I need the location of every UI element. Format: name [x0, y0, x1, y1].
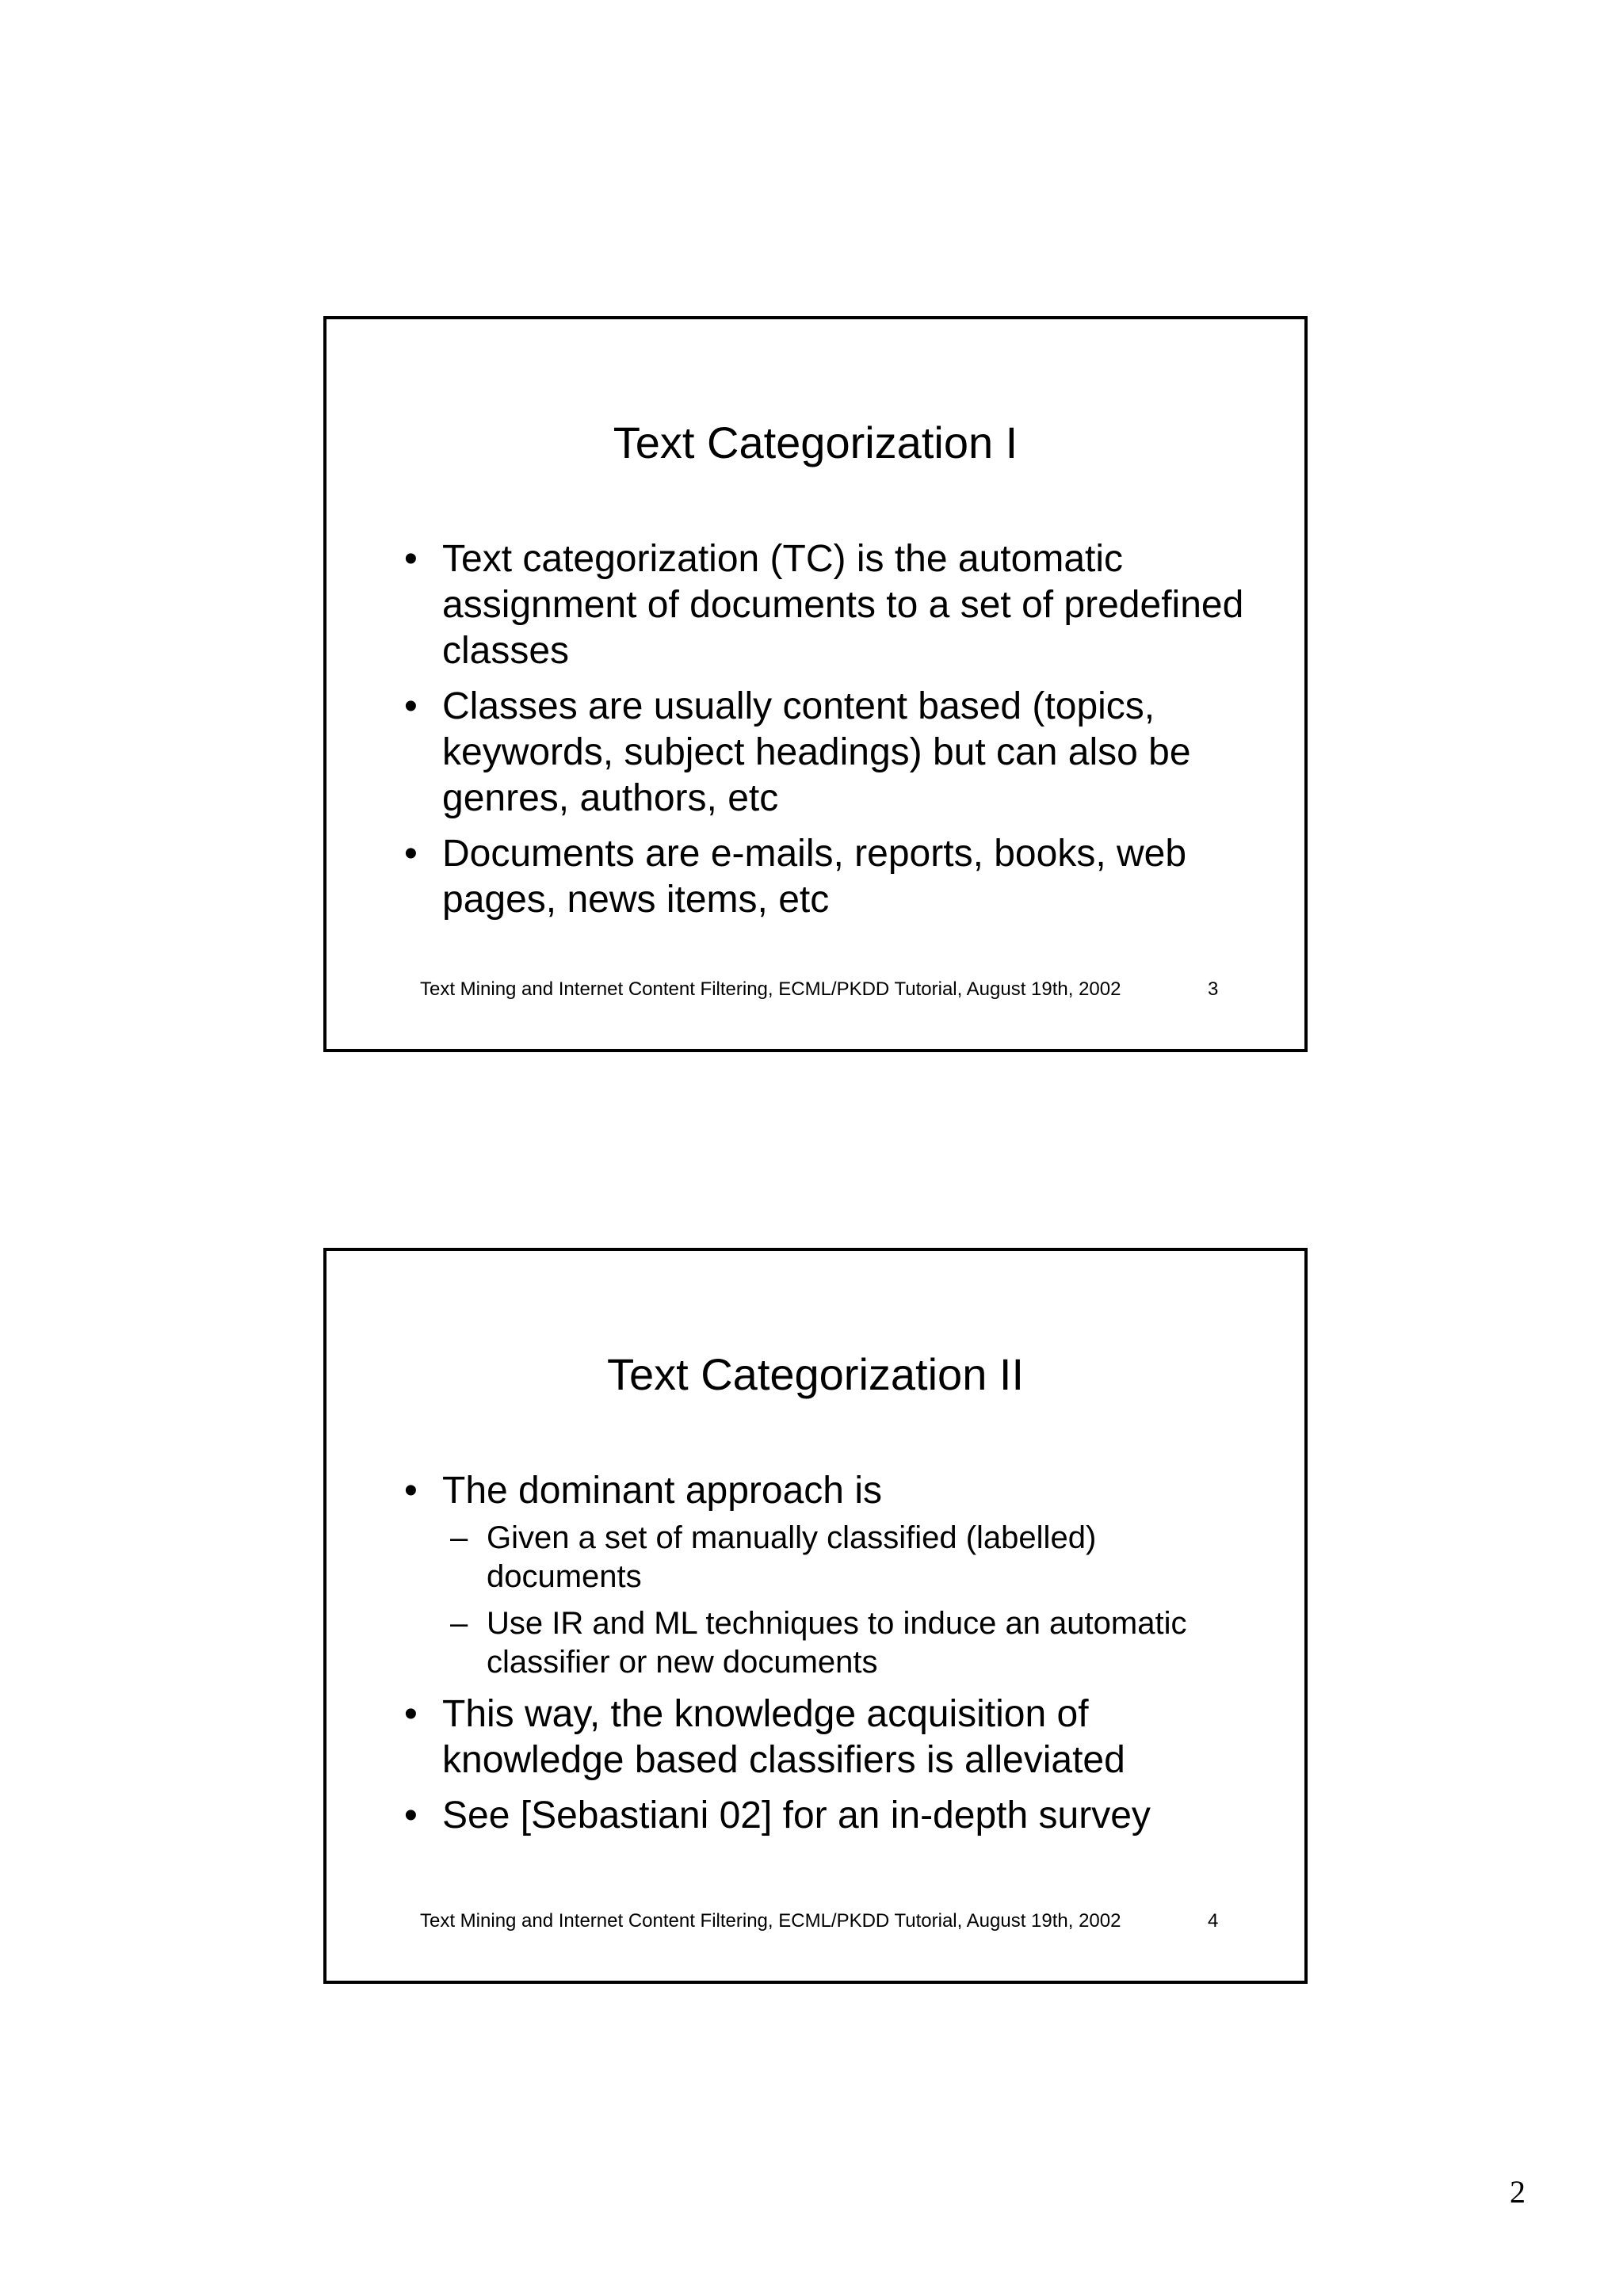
- bullet-item: [404, 684, 1244, 822]
- bullet-icon: •: [404, 833, 418, 875]
- bullet-item: [404, 831, 1244, 923]
- bullet-item: [404, 536, 1244, 674]
- bullet-icon: •: [404, 1794, 418, 1836]
- bullet-item: [404, 1793, 1244, 1839]
- bullet-text: Classes are usually content based (topics, keywords, subject headings) but can also be genres, authors, etc: [442, 685, 1191, 819]
- bullet-text: Documents are e-mails, reports, books, web pages, news items, etc: [442, 833, 1187, 921]
- bullet-icon: •: [404, 1693, 418, 1735]
- sub-bullet-text: Given a set of manually classified (labelled) documents: [487, 1520, 1097, 1594]
- bullet-list: [404, 1468, 1244, 1848]
- bullet-item: [404, 1468, 1244, 1682]
- slide-title: Text Categorization I: [613, 418, 1018, 467]
- bullet-text: This way, the knowledge acquisition of knowledge based classifiers is alleviated: [442, 1693, 1125, 1781]
- dash-icon: –: [450, 1606, 468, 1641]
- sub-bullet-item: [442, 1519, 1244, 1596]
- bullet-text: See [Sebastiani 02] for an in-depth survey: [442, 1794, 1151, 1836]
- slide-number: 4: [1208, 1910, 1219, 1932]
- bullet-icon: •: [404, 1470, 418, 1512]
- sub-bullet-list: [442, 1519, 1244, 1682]
- slide-title: Text Categorization II: [606, 1349, 1025, 1399]
- dash-icon: –: [450, 1520, 468, 1555]
- bullet-list: [404, 536, 1244, 933]
- page-number: 2: [1510, 2174, 1526, 2210]
- bullet-item: [404, 1691, 1244, 1783]
- sub-bullet-item: [442, 1604, 1244, 1682]
- slide-footer: Text Mining and Internet Content Filtering, ECML/PKDD Tutorial, August 19th, 2002: [420, 1910, 1121, 1932]
- bullet-icon: •: [404, 538, 418, 580]
- slide-4: [323, 1248, 1308, 1984]
- slide-3: [323, 316, 1308, 1052]
- sub-bullet-text: Use IR and ML techniques to induce an automatic classifier or new documents: [487, 1606, 1187, 1680]
- slide-number: 3: [1208, 978, 1219, 1000]
- slide-footer: Text Mining and Internet Content Filtering, ECML/PKDD Tutorial, August 19th, 2002: [420, 978, 1121, 1000]
- bullet-text: Text categorization (TC) is the automatic assignment of documents to a set of predefined classes: [442, 538, 1244, 672]
- bullet-text: The dominant approach is: [442, 1470, 882, 1512]
- bullet-icon: •: [404, 685, 418, 727]
